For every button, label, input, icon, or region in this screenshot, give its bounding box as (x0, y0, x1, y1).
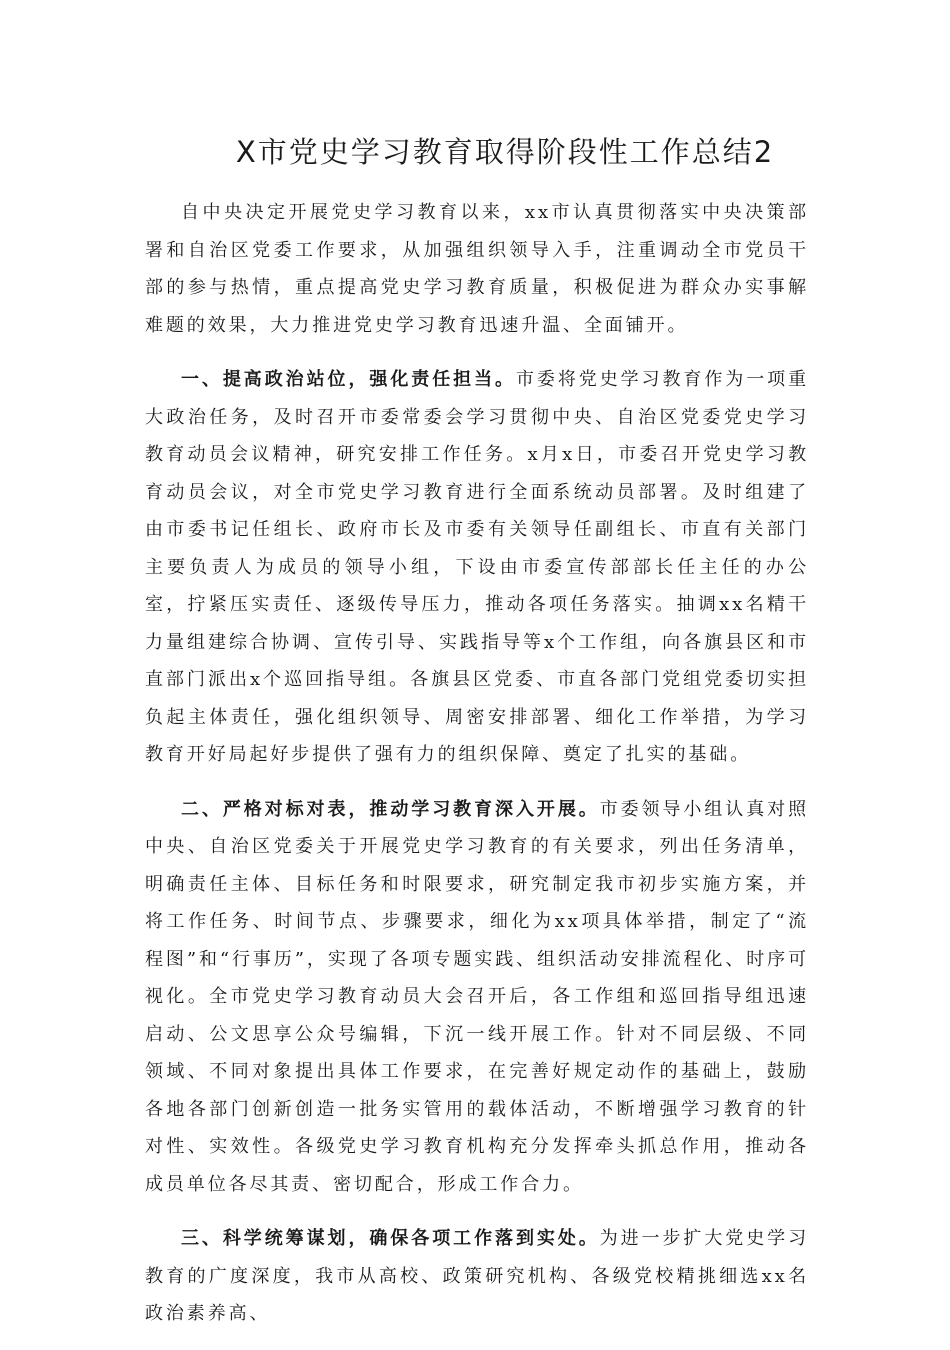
section-1-heading: 一、提高政治站位，强化责任担当。 (181, 369, 516, 390)
section-2-paragraph (145, 791, 809, 1204)
section-3-paragraph (145, 1220, 809, 1333)
section-3-text: 为进一步扩大党史学习教育的广度深度，我市从高校、政策研究机构、各级党校精挑细选xx名政治素养高、 (145, 1228, 809, 1324)
section-3-heading: 三、科学统筹谋划，确保各项工作落到实处。 (181, 1228, 600, 1249)
section-1-paragraph (145, 361, 809, 774)
section-2-heading: 二、严格对标对表，推动学习教育深入开展。 (181, 798, 600, 820)
intro-paragraph (145, 194, 809, 344)
paragraph-text: 自中央决定开展党史学习教育以来，xx市认真贯彻落实中央决策部署和自治区党委工作要求，从加强组织领导入手，注重调动全市党员干部的参与热情，重点提高党史学习教育质量，积极促进为群众办实事解难题的效果，大力推进党史学习教育迅速升温、全面铺开。 (145, 202, 809, 336)
document-body (145, 194, 809, 1350)
section-1-text: 市委将党史学习教育作为一项重大政治任务，及时召开市委常委会学习贯彻中央、自治区党委党史学习教育动员会议精神，研究安排工作任务。x月x日，市委召开党史学习教育动员会议，对全市党史学习教育进行全面系统动员部署。及时组建了由市委书记任组长、政府市长及市委有关领导任副组长、市直有关部门主要负责人为成员的领导小组，下设由市委宣传部部长任主任的办公室，拧紧压实责任、逐级传导压力，推动各项任务落实。抽调xx名精干力量组建综合协调、宣传引导、实践指导等x个工作组，向各旗县区和市直部门派出x个巡回指导组。各旗县区党委、市直各部门党组党委切实担负起主体责任，强化组织领导、周密安排部署、细化工作举措，为学习教育开好局起好步提供了强有力的组织保障、奠定了扎实的基础。 (145, 369, 809, 765)
section-2-text: 市委领导小组认真对照中央、自治区党委关于开展党史学习教育的有关要求，列出任务清单，明确责任主体、目标任务和时限要求，研究制定我市初步实施方案，并将工作任务、时间节点、步骤要求，细化为xx项具体举措，制定了“流程图”和“行事历”，实现了各项专题实践、组织活动安排流程化、时序可视化。全市党史学习教育动员大会召开后，各工作组和巡回指导组迅速启动、公文思享公众号编辑，下沉一线开展工作。针对不同层级、不同领域、不同对象提出具体工作要求，在完善好规定动作的基础上，鼓励各地各部门创新创造一批务实管用的载体活动，不断增强学习教育的针对性、实效性。各级党史学习教育机构充分发挥牵头抓总作用，推动各成员单位各尽其责、密切配合，形成工作合力。 (145, 798, 809, 1195)
document-title: X市党史学习教育取得阶段性工作总结2 (235, 135, 775, 169)
